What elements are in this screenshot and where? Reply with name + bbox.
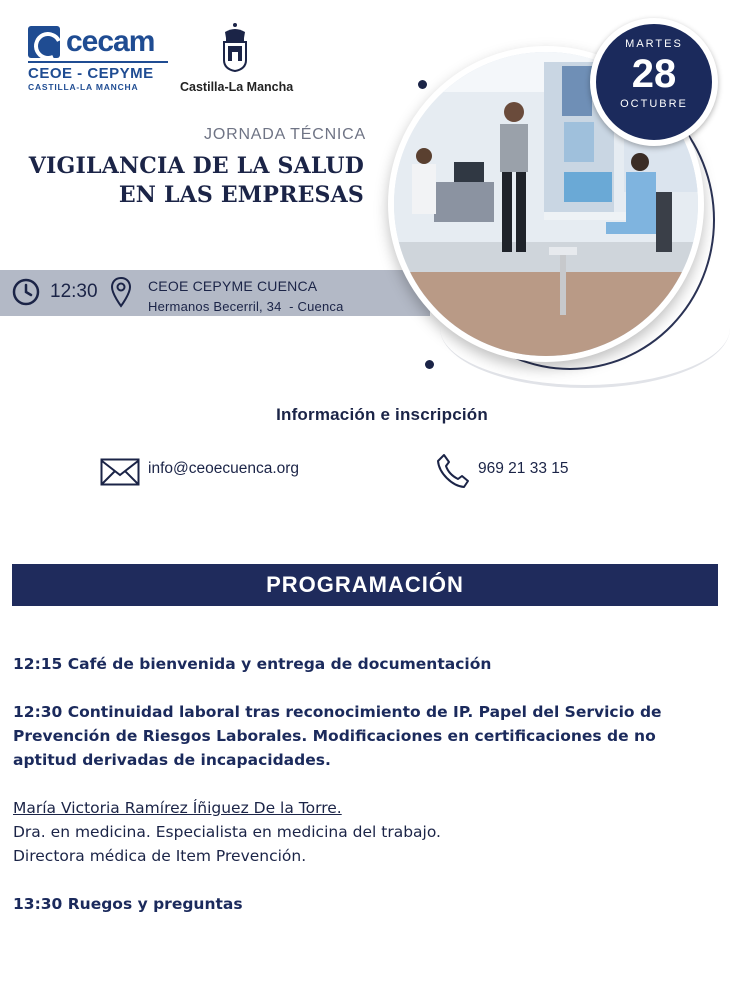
program-item-questions: 13:30 Ruegos y preguntas (13, 895, 243, 913)
date-day: 28 (631, 52, 677, 96)
speaker-name: María Victoria Ramírez Íñiguez De la Torre. (13, 799, 342, 817)
event-title (29, 152, 364, 210)
date-badge (590, 18, 718, 146)
phone-icon (436, 453, 470, 489)
cecam-subtitle: CEOE - CEPYME (28, 65, 154, 82)
program-item-welcome: 12:15 Café de bienvenida y entrega de documentación (13, 655, 492, 673)
event-kind: JORNADA TÉCNICA (204, 126, 366, 143)
program-item-talk-line3: aptitud derivadas de incapacidades. (13, 751, 331, 769)
contact-heading: Información e inscripción (276, 405, 488, 424)
date-weekday: MARTES (625, 38, 683, 50)
venue-address: Hermanos Becerril, 34 - Cuenca (148, 299, 344, 314)
cecam-symbol-icon (28, 26, 60, 58)
contact-phone-link[interactable]: 969 21 33 15 (478, 460, 569, 477)
event-title-line1: VIGILANCIA DE LA SALUD (28, 153, 364, 179)
decorative-dot (418, 80, 427, 89)
decorative-dot (425, 360, 434, 369)
castilla-la-mancha-logo (180, 22, 294, 94)
date-month: OCTUBRE (620, 98, 688, 110)
event-time: 12:30 (50, 281, 98, 302)
program-item-talk-line2: Prevención de Riesgos Laborales. Modificaciones en certificaciones de no (13, 727, 656, 745)
crown-shield-icon (220, 22, 250, 72)
speaker-role: Directora médica de Item Prevención. (13, 847, 307, 865)
contact-email-link[interactable]: info@ceoecuenca.org (148, 460, 300, 477)
clock-icon (12, 278, 40, 306)
speaker-title: Dra. en medicina. Especialista en medicina del trabajo. (13, 823, 441, 841)
event-title-line2: EN LAS EMPRESAS (118, 182, 364, 208)
location-pin-icon (110, 276, 132, 308)
program-heading: PROGRAMACIÓN (12, 564, 718, 606)
cecam-wordmark: cecam (66, 25, 155, 58)
program-item-talk-line1: 12:30 Continuidad laboral tras reconocimiento de IP. Papel del Servicio de (13, 703, 662, 721)
castilla-la-mancha-label: Castilla-La Mancha (180, 80, 294, 94)
venue-name: CEOE CEPYME CUENCA (148, 278, 318, 294)
program-list (13, 652, 713, 916)
mail-icon (100, 458, 140, 486)
cecam-logo (28, 26, 168, 92)
cecam-region: CASTILLA-LA MANCHA (28, 82, 139, 92)
